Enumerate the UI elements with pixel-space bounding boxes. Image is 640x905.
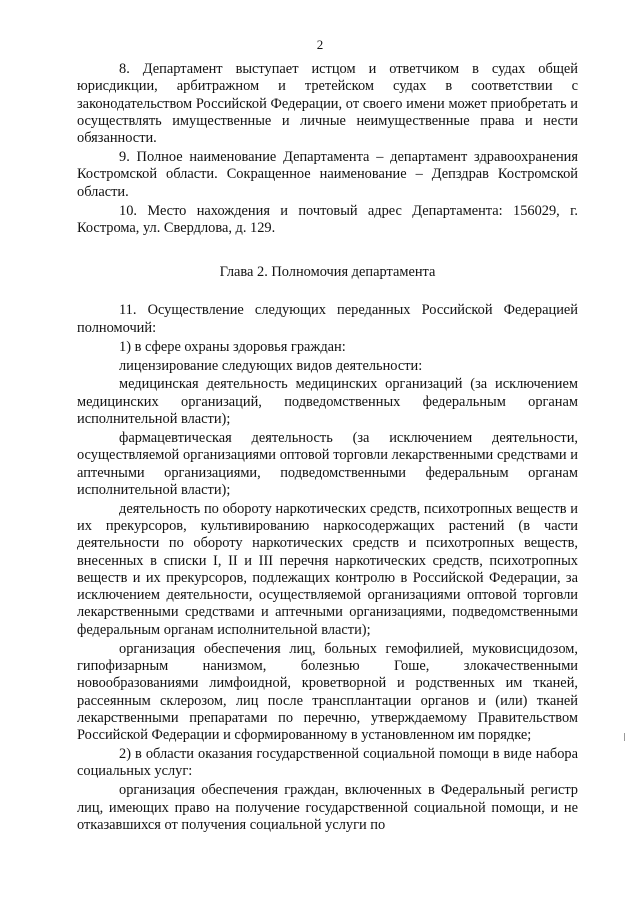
- page-number: 2: [316, 37, 324, 52]
- licensing-intro: лицензирование следующих видов деятельности:: [119, 357, 423, 374]
- scan-artifact-mark: [624, 733, 625, 741]
- licensing-item-narcotics: деятельность по обороту наркотических средств, психотропных веществ и их прекурсоров, культивированию наркосодержащих растений (в части деятельности по обороту наркотических средств и психотропных веществ, внесенных в списки I, II и III перечня наркотических средств, психотропных веществ и их прекурсоров, подлежащих контролю в Российской Федерации, за исключением деятельности, осуществляемой организациями оптовой торговли лекарственными средствами и аптечными организациями, подведомственными федеральным органам исполнительной власти);: [77, 500, 578, 638]
- licensing-item-pharmaceutical: фармацевтическая деятельность (за исключением деятельности, осуществляемой организациями оптовой торговли лекарственными средствами и аптечными организациями, подведомственными федеральным органам исполнительной власти);: [77, 429, 578, 498]
- paragraph-11: 11. Осуществление следующих переданных Российской Федерацией полномочий:: [77, 302, 578, 336]
- supply-organization-item: организация обеспечения лиц, больных гемофилией, муковисцидозом, гипофизарным нанизмом, болезнью Гоше, злокачественными новообразованиями лимфоидной, кроветворной и родственных им тканей, рассеянным склерозом, лиц после трансплантации органов и (или) тканей лекарственными препаратами по перечню, утверждаемому Правительством Российской Федерации и сформированному в установленном им порядке;: [77, 640, 578, 744]
- chapter-heading: Глава 2. Полномочия департамента: [219, 264, 436, 281]
- subsection-1-heading: 1) в сфере охраны здоровья граждан:: [119, 338, 346, 355]
- social-services-item: организация обеспечения граждан, включенных в Федеральный регистр лиц, имеющих право на получение государственной социальной помощи, и не отказавшихся от получения социальной услуги по: [77, 782, 578, 833]
- paragraph-9: 9. Полное наименование Департамента – департамент здравоохранения Костромской области. Сокращенное наименование – Депздрав Костромской области.: [77, 149, 578, 200]
- document-body: [77, 61, 578, 836]
- paragraph-10: 10. Место нахождения и почтовый адрес Департамента: 156029, г. Кострома, ул. Свердлова, д. 129.: [77, 202, 578, 236]
- subsection-2-heading: 2) в области оказания государственной социальной помощи в виде набора социальных услуг:: [77, 746, 578, 780]
- licensing-item-medical: медицинская деятельность медицинских организаций (за исключением медицинских организаций, подведомственных федеральным органам исполнительной власти);: [77, 376, 578, 428]
- paragraph-8: 8. Департамент выступает истцом и ответчиком в судах общей юрисдикции, арбитражном и третейском судах в соответствии с законодательством Российской Федерации, от своего имени может приобретать и осуществлять имущественные и личные неимущественные права и нести обязанности.: [77, 61, 578, 147]
